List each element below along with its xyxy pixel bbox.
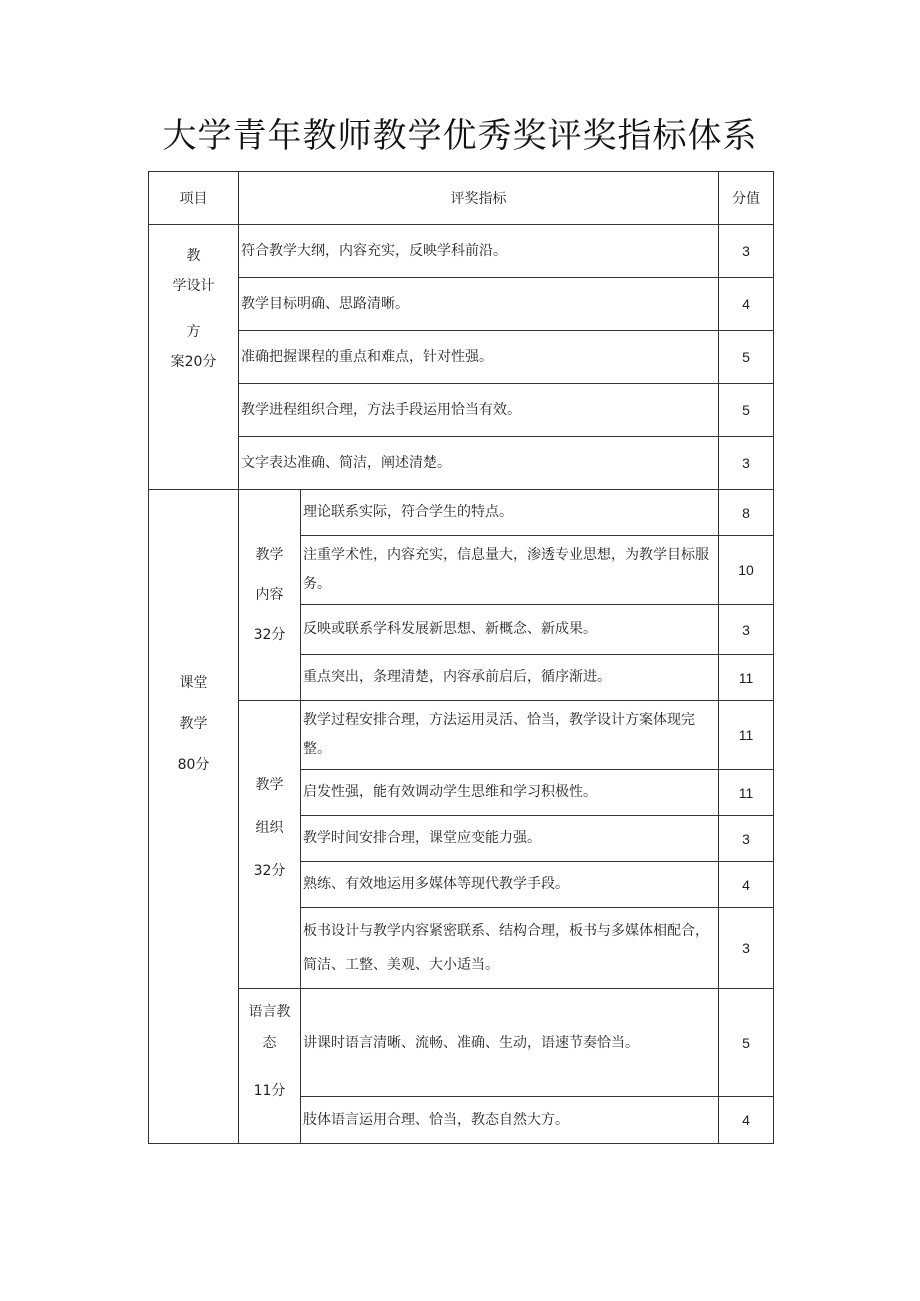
header-project: 项目 [149, 172, 239, 225]
score-value: 5 [719, 989, 774, 1097]
label-part: 态 [262, 1035, 277, 1051]
label-part: 80分 [177, 757, 210, 773]
label-part: 案20分 [170, 354, 217, 370]
criteria-table [148, 171, 774, 1144]
label-part: 组织 [255, 820, 284, 836]
indicator-text: 教学目标明确、思路清晰。 [239, 278, 719, 331]
indicator-text: 重点突出，条理清楚，内容承前启后，循序渐进。 [301, 655, 719, 701]
label-part: 教学 [255, 547, 284, 563]
table-row [149, 331, 774, 384]
table-header-row [149, 172, 774, 225]
score-value: 3 [719, 437, 774, 490]
table-row [149, 384, 774, 437]
group-organization-label [239, 701, 301, 989]
score-value: 5 [719, 331, 774, 384]
score-value: 3 [719, 225, 774, 278]
header-indicator: 评奖指标 [239, 172, 719, 225]
label-part: 语言教 [248, 1004, 291, 1020]
score-value: 5 [719, 384, 774, 437]
label-part: 方 [186, 324, 201, 340]
label-part: 内容 [255, 587, 284, 603]
score-value: 4 [719, 1097, 774, 1144]
score-value: 8 [719, 490, 774, 536]
label-part: 32分 [253, 863, 286, 879]
table-row [149, 225, 774, 278]
label-part: 课堂 [179, 675, 208, 691]
label-part: 11分 [253, 1083, 286, 1099]
table-row [149, 437, 774, 490]
label-part: 教学 [179, 716, 208, 732]
indicator-text: 教学过程安排合理，方法运用灵活、恰当，教学设计方案体现完整。 [301, 701, 719, 770]
page-title: 大学青年教师教学优秀奖评奖指标体系 [162, 116, 758, 156]
score-value: 3 [719, 908, 774, 989]
indicator-text: 肢体语言运用合理、恰当，教态自然大方。 [301, 1097, 719, 1144]
indicator-text: 启发性强，能有效调动学生思维和学习积极性。 [301, 770, 719, 816]
score-value: 11 [719, 655, 774, 701]
table-row [149, 701, 774, 770]
table-row [149, 278, 774, 331]
indicator-text: 熟练、有效地运用多媒体等现代教学手段。 [301, 862, 719, 908]
indicator-text: 板书设计与教学内容紧密联系、结构合理，板书与多媒体相配合，简洁、工整、美观、大小适当。 [301, 908, 719, 989]
table-row [149, 989, 774, 1097]
score-value: 4 [719, 862, 774, 908]
indicator-text: 反映或联系学科发展新思想、新概念、新成果。 [301, 605, 719, 655]
indicator-text: 教学时间安排合理，课堂应变能力强。 [301, 816, 719, 862]
indicator-text: 符合教学大纲，内容充实，反映学科前沿。 [239, 225, 719, 278]
section-design-plan-label [149, 225, 239, 490]
score-value: 11 [719, 701, 774, 770]
score-value: 10 [719, 536, 774, 605]
group-content-label [239, 490, 301, 701]
indicator-text: 讲课时语言清晰、流畅、准确、生动，语速节奏恰当。 [301, 989, 719, 1097]
header-score: 分值 [719, 172, 774, 225]
label-part: 教 [186, 248, 201, 264]
score-value: 3 [719, 816, 774, 862]
label-part: 32分 [253, 627, 286, 643]
label-part: 学设计 [172, 278, 215, 294]
score-value: 4 [719, 278, 774, 331]
score-value: 3 [719, 605, 774, 655]
indicator-text: 准确把握课程的重点和难点，针对性强。 [239, 331, 719, 384]
label-part: 教学 [255, 777, 284, 793]
indicator-text: 理论联系实际，符合学生的特点。 [301, 490, 719, 536]
indicator-text: 注重学术性，内容充实，信息量大，渗透专业思想，为教学目标服务。 [301, 536, 719, 605]
group-language-label [239, 989, 301, 1144]
indicator-text: 教学进程组织合理，方法手段运用恰当有效。 [239, 384, 719, 437]
score-value: 11 [719, 770, 774, 816]
section-classroom-label [149, 490, 239, 1144]
indicator-text: 文字表达准确、简洁，阐述清楚。 [239, 437, 719, 490]
table-row [149, 490, 774, 536]
